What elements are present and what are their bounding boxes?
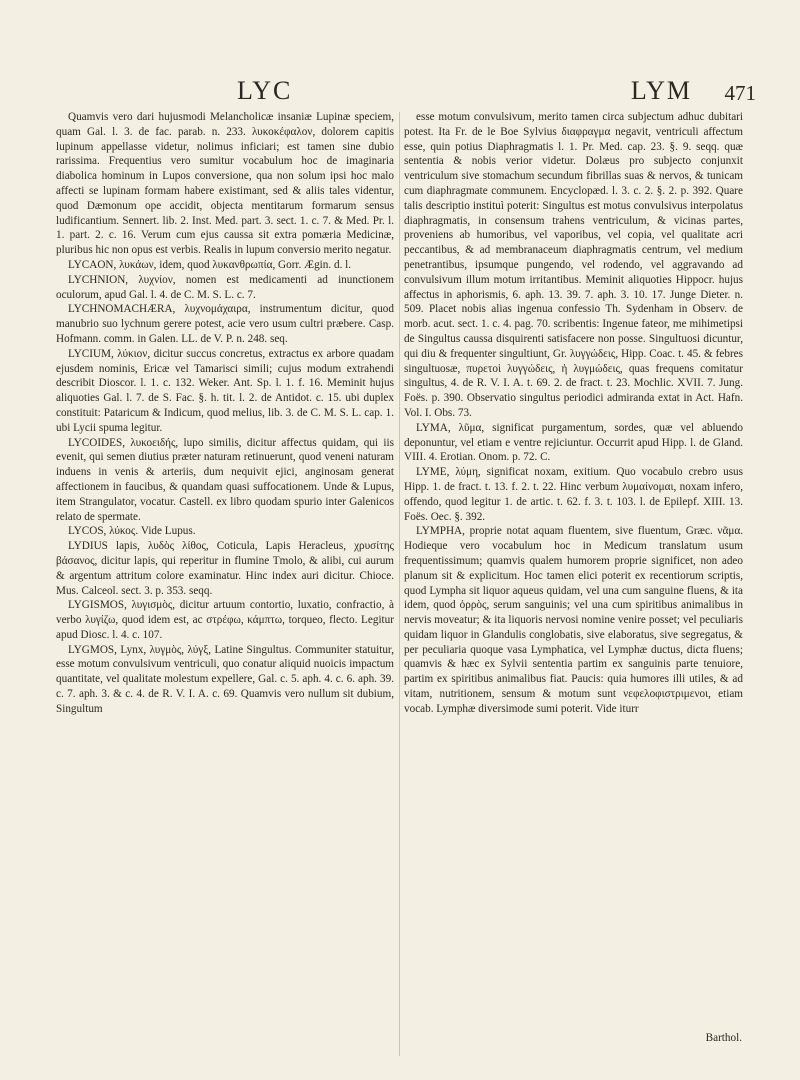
- right-text-column: [404, 110, 743, 1060]
- entry-lycos: LYCOS, λύκος. Vide Lupus.: [68, 525, 196, 538]
- entry-lyme: LYME, λύμη, significat noxam, exitium. Quo vocabulo crebro usus Hipp. 1. de fract. t. 13. f. 2. t. 22. Hinc verbum λυμαίνομαι, noxam infero, offendo, quod legitur 1. de artic. t. 62. f. 3. t. 103. l. de Epilepf. XIII. 13. Foës. Oec. §. 392.: [404, 466, 743, 523]
- entry-lycoides: LYCOIDES, λυκοειδής, lupo similis, dicitur affectus quidam, qui iis evenit, qui semen diutius præter naturam retinuerunt, quod veneni naturam induens in venis & arteriis, dum nequivit ejici, anginosam generat affectionem in faucibus, & quandam quasi suffocationem. Unde & Lupus, item Strangulator, vocatur. Castell. ex libro quodam spurio inter Galenicos relato de spermate.: [56, 436, 394, 523]
- entry-lychnion: LYCHNION, λυχνίον, nomen est medicamenti ad inunctionem oculorum, apud Gal. l. 4. de C. M. S. L. c. 7.: [56, 273, 394, 301]
- entry-singultus-continued: esse motum convulsivum, merito tamen circa subjectum adhuc dubitari potest. Ita Fr. de le Boe Sylvius διαφραγμα negavit, ventriculi affectum esse, quin potius Diaphragmatis l. 1. Pr. Med. cap. 23. §. 9. seqq. quæ sententia & nobis verior videtur. Dolæus pro subjecto conjunxit ventriculum sive stomachum secundum fibrillas suas & nervos, & tunicam cum diaphragmate communem. Encyclopæd. l. 3. c. 2. §. 2. p. 392. Quare talis descriptio instituì poterit: Singultus est motus convulsivus interpolatus diaphragmatis, in consensum trahens ventriculum, & vicinas partes, proveniens ab humoribus, vel vaporibus, vel copia, vel qualitate acri peccantibus, & ad membranaceum diaphragmatis centrum, vel medium penetrantibus, ipsumque pungendo, vel rodendo, vel aggravando ad convulsivum illum motum irritantibus. Meminit aliquoties Hippocr. hujus affectus in aphorismis, 6. aph. 13. 39. 7. aph. 3. 10. 17. Junge Dieter. n. 509. Placet nobis alias ingenua confessio Th. Sydenham in Observ. de morb. acut. sect. 1. c. 4. pag. 70. scribentis: Ingenue fateor, me mihimetipsi de Singultus caussa disquirenti satisfacere non posse. Singultuosi dicuntur, qui diu & frequenter singultiunt, Gr. λυγγώδεις, Hipp. Coac. t. 45. & febres singultuosæ, πυρετοὶ λυγγώδεις, ἡ λυγμώδεις, quas frequens comitatur singultus, 4. de R. V. I. A. t. 69. 2. de fract. t. 23. Mochlic. XVII. 7. Jung. Foës. p. 390. Observatio singultus periodici admiranda extat in Act. Hafn. Vol. I. Obs. 73.: [404, 111, 743, 419]
- left-text-column: [56, 110, 394, 1060]
- entry-lyma: LYMA, λῦμα, significat purgamentum, sordes, quæ vel abluendo deponuntur, vel etiam e ventre rejiciuntur. Occurrit apud Hipp. l. de Gland. VIII. 4. Erotian. Onom. p. 72. C.: [404, 421, 743, 464]
- entry-lychnomachaera: LYCHNOMACHÆRA, λυχνομάχαιρα, instrumentum dicitur, quod manubrio suo lychnum gerere potest, acie vero usum cultri præbere. Casp. Hofmann. comm. in Galen. LL. de V. P. n. 248. seq.: [56, 303, 394, 345]
- entry-lupina-insania: Quamvis vero dari hujusmodi Melancholicæ insaniæ Lupinæ speciem, quam Gal. l. 3. de fac. parab. n. 233. λυκοκέφαλον, dolorem capitis lupinum appellasse videtur, nolimus inficiari; est tamen sine dubio rarissima. Frequentius vero sumitur vocabulum hoc de imaginaria diabolica hominum in Lupos conversione, qua non solum ipsi hoc malo affecti se lupinam formam habere existimant, sed & aliis tales videntur, quod Dæmonum ope accidit, objecta mentitarum formarum sensus ludificantium. Sennert. lib. 2. Inst. Med. part. 3. sect. 1. c. 7. & Med. Pr. l. 1. part. 2. c. 16. Verum cum ejus caussa sit extra pomæria Medicinæ, pluribus hic non opus est verbis. Realis in lupum conversio merito negatur.: [56, 111, 394, 257]
- running-head-right: LYM: [630, 76, 692, 105]
- running-head-left: LYC: [237, 76, 293, 105]
- entry-lygismos: LYGISMOS, λυγισμὸς, dicitur artuum contortio, luxatio, confractio, à verbo λυγίζω, quod idem est, ac στρέφω, κάμπτω, torqueo, flecto. Legitur apud Diosc. l. 4. c. 107.: [56, 599, 394, 641]
- column-divider: [399, 112, 400, 1056]
- entry-lycaon: LYCAON, λυκάων, idem, quod λυκανθρωπία, Gorr. Ægin. d. l.: [68, 258, 352, 271]
- entry-lydius: LYDIUS lapis, λυδὸς λίθος, Coticula, Lapis Heracleus, χρυσίτης βάσανος, dicitur lapis, qui reperitur in flumine Tmolo, & alibi, cui aurum & argentum attritum colore examinatur. Hinc index auri dicitur. Chioce. Mus. Calceol. sect. 3. p. 353. seqq.: [56, 540, 394, 597]
- page-number: 471: [724, 81, 756, 105]
- entry-lygmos: LYGMOS, Lynx, λυγμὸς, λύγξ, Latine Singultus. Communiter statuitur, esse motum convulsivum ventriculi, quo conatur aliquid nuoicis impactum quantitate, vel qualitate molestum expellere, Gal. c. 5. aph. 4. c. 6. aph. 39. c. 7. aph. 3. & c. 4. de R. V. I. A. c. 69. Quamvis vero nullum sit dubium, Singultum: [56, 643, 394, 715]
- entry-lympha: LYMPHA, proprie notat aquam fluentem, sive fluentum, Græc. νᾶμα. Hodieque vero vocabulum hoc in Medicum translatum usum frequentissimum; quamvis qualem humorem proprie significet, non adeo planum sit & explicitum. Hoc tamen elici poterit ex recentiorum scriptis, quod Lympha sit liquor aqueus quidam, vel una cum sanguine fluens, & ita idem, quod ὀρρὸς, serum sanguinis; vel una cum spiritibus animalibus in nervis moveatur; & ita liquoris nervosi nomine venire posset; vel peculiaris quidam liquor in Glandulis conglobatis, sive elaboratus, sive segregatus, & per peculiaria quoque vasa Lymphatica, vel Lymphæ ductus, dicta fluens; quamvis & hæc ex Sylvii sententia partim ex sanguinis parte tenuiore, partim ex spiritibus animalibus fiat. Paucis: quia humores illi utiles, & ad vitam, nutritionem, sensum & motum sunt νεφελοφιστριμενοι, etiam vocab. Lymphæ diversimode sumi poterit. Vide iturr: [404, 525, 743, 715]
- catchword: Barthol.: [705, 1032, 742, 1044]
- running-head: [52, 66, 756, 106]
- entry-lycium: LYCIUM, λύκιον, dicitur succus concretus, extractus ex arbore quadam ejusdem nominis, Ericæ vel Tamarisci simili; cujus modum extrahendi describit Dioscor. l. 1. c. 132. Weker. Ant. Sp. l. 1. f. 16. Meminit hujus aliquoties Gal. l. 7. de S. Fac. §. h. tit. l. 2. de Antidot. c. 15. ubi duplex constituit: Pataricum & Indicum, quod melius, lib. 3. de C. M. S. L. cap. 1. ubi Lycii spuma legitur.: [56, 347, 394, 434]
